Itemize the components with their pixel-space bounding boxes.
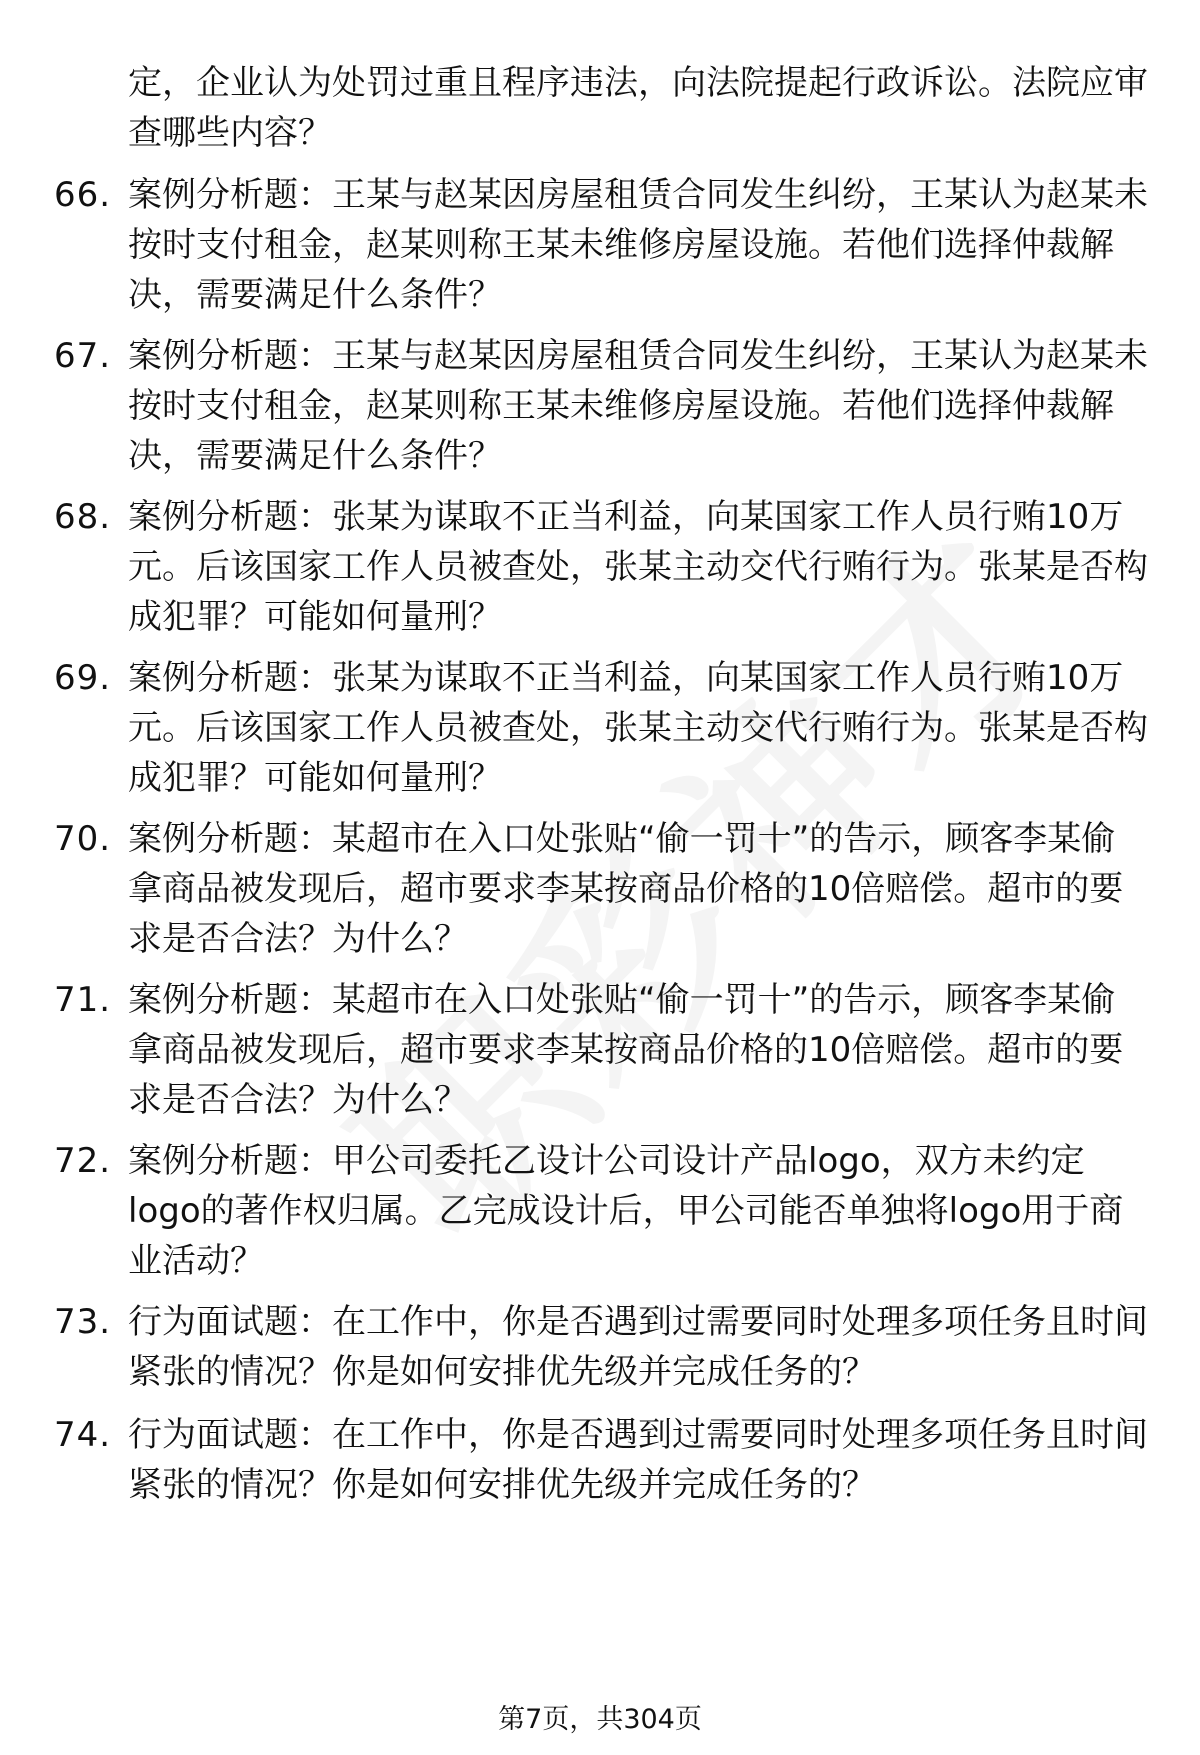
question-text: 行为面试题：在工作中，你是否遇到过需要同时处理多项任务且时间紧张的情况？你是如何安排优先级并完成任务的？: [128, 1415, 1148, 1505]
intro-paragraph: 定，企业认为处罚过重且程序违法，向法院提起行政诉讼。法院应审查哪些内容？: [128, 63, 1148, 153]
question-text: 案例分析题：某超市在入口处张贴“偷一罚十”的告示，顾客李某偷拿商品被发现后，超市要求李某按商品价格的10倍赔偿。超市的要求是否合法？为什么？: [128, 819, 1124, 959]
question-number: 70.: [54, 819, 112, 859]
question-number: 71.: [54, 980, 112, 1020]
question-number: 66.: [54, 175, 112, 215]
question-number: 69.: [54, 658, 112, 698]
question-number: 74.: [54, 1415, 112, 1455]
page-footer: 第7页，共304页: [498, 1704, 702, 1735]
question-text: 行为面试题：在工作中，你是否遇到过需要同时处理多项任务且时间紧张的情况？你是如何安排优先级并完成任务的？: [128, 1302, 1148, 1392]
question-text: 案例分析题：甲公司委托乙设计公司设计产品logo，双方未约定logo的著作权归属。乙完成设计后，甲公司能否单独将logo用于商业活动？: [128, 1141, 1124, 1281]
question-number: 68.: [54, 497, 112, 537]
question-text: 案例分析题：王某与赵某因房屋租赁合同发生纠纷，王某认为赵某未按时支付租金，赵某则称王某未维修房屋设施。若他们选择仲裁解决，需要满足什么条件？: [128, 175, 1148, 315]
question-number: 72.: [54, 1141, 112, 1181]
question-text: 案例分析题：张某为谋取不正当利益，向某国家工作人员行贿10万元。后该国家工作人员被查处，张某主动交代行贿行为。张某是否构成犯罪？可能如何量刑？: [128, 497, 1148, 637]
question-text: 案例分析题：某超市在入口处张贴“偷一罚十”的告示，顾客李某偷拿商品被发现后，超市要求李某按商品价格的10倍赔偿。超市的要求是否合法？为什么？: [128, 980, 1124, 1120]
question-text: 案例分析题：张某为谋取不正当利益，向某国家工作人员行贿10万元。后该国家工作人员被查处，张某主动交代行贿行为。张某是否构成犯罪？可能如何量刑？: [128, 658, 1148, 798]
question-text: 案例分析题：王某与赵某因房屋租赁合同发生纠纷，王某认为赵某未按时支付租金，赵某则称王某未维修房屋设施。若他们选择仲裁解决，需要满足什么条件？: [128, 336, 1148, 476]
question-number: 67.: [54, 336, 112, 376]
question-number: 73.: [54, 1302, 112, 1342]
